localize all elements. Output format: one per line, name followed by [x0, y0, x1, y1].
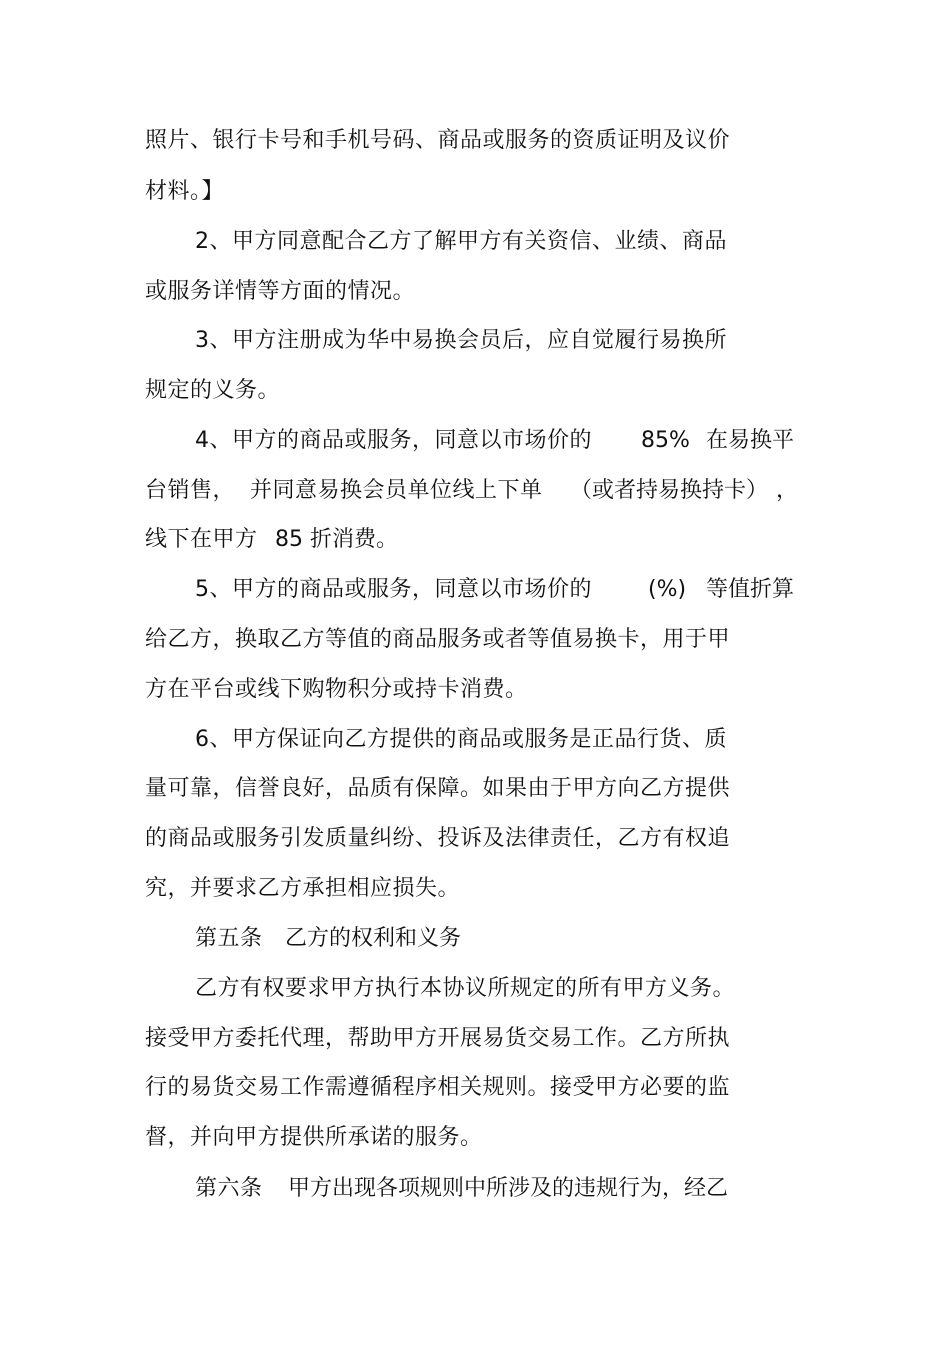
text-line: 5、甲方的商品或服务，同意以市场价的	[195, 577, 592, 602]
text-fragment: 85 折消费。	[275, 527, 398, 552]
text-fragment: 85%	[641, 428, 690, 453]
text-line: 督，并向甲方提供所承诺的服务。	[145, 1125, 483, 1150]
section-heading-title: 乙方的权利和义务	[285, 926, 462, 951]
text-line: 2、甲方同意配合乙方了解甲方有关资信、业绩、商品	[195, 229, 727, 254]
text-line: 3、甲方注册成为华中易换会员后，应自觉履行易换所	[195, 328, 727, 353]
text-line: 或服务详情等方面的情况。	[145, 279, 416, 304]
text-line: 究，并要求乙方承担相应损失。	[145, 876, 461, 901]
text-line: 方在平台或线下购物积分或持卡消费。	[145, 677, 528, 702]
text-line: 6、甲方保证向乙方提供的商品或服务是正品行货、质	[195, 727, 727, 752]
text-line: 材料。】	[145, 179, 225, 204]
text-fragment: (%)	[648, 577, 687, 602]
section-heading: 第六条	[195, 1176, 263, 1201]
text-line: 台销售， 并同意易换会员单位线上下单	[145, 478, 543, 503]
text-line: 的商品或服务引发质量纠纷、投诉及法律责任，乙方有权追	[145, 826, 731, 851]
text-fragment: （或者持易换持卡）	[570, 478, 769, 503]
text-fragment: ，	[776, 478, 799, 503]
text-line: 线下在甲方	[145, 527, 258, 552]
text-line: 给乙方，换取乙方等值的商品服务或者等值易换卡，用于甲	[145, 627, 731, 652]
text-fragment: 在易换平	[706, 428, 795, 453]
text-line: 量可靠，信誉良好，品质有保障。如果由于甲方向乙方提供	[145, 776, 731, 801]
text-fragment: 甲方出现各项规则中所涉及的违规行为，经乙	[288, 1176, 729, 1201]
text-fragment: 等值折算	[706, 577, 795, 602]
text-line: 乙方有权要求甲方执行本协议所规定的所有甲方义务。	[195, 976, 736, 1001]
text-line: 4、甲方的商品或服务，同意以市场价的	[195, 428, 592, 453]
text-line: 行的易货交易工作需遵循程序相关规则。接受甲方必要的监	[145, 1075, 731, 1100]
text-line: 规定的义务。	[145, 378, 281, 403]
text-line: 接受甲方委托代理，帮助甲方开展易货交易工作。乙方所执	[145, 1026, 731, 1051]
text-line: 照片、银行卡号和手机号码、商品或服务的资质证明及议价	[145, 128, 731, 153]
section-heading: 第五条	[195, 926, 263, 951]
